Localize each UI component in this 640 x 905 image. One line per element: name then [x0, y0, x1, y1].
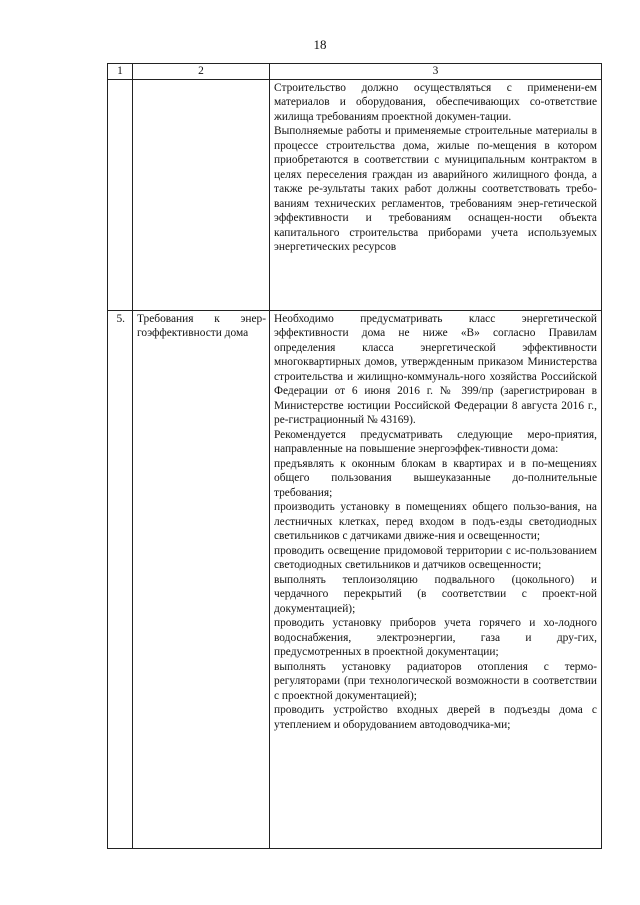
table-header-row [108, 64, 602, 80]
paragraph: выполнять теплоизоляцию подвального (цокольного) и чердачного перекрытий (в соответствии с проект-ной документацией); [274, 573, 597, 615]
table-row [108, 310, 602, 848]
paragraph: Выполняемые работы и применяемые строительные материалы в процессе строительства дома, жилые по-мещения в котором приобретаются в соответствии с муниципальным контрактом в целях переселения граждан из аварийного жилищного фонда, а также ре-зультаты таких работ должны соответствовать требо-ваниям технических регламентов, требованиям энер-гетической эффективности и требованиям оснащен-ности объекта капитального строительства приборами учета используемых энергетических ресурсов [274, 125, 597, 253]
paragraph: производить установку в помещениях общего пользо-вания, на лестничных клетках, перед входом в подъ-езды светодиодных светильников с датчиками движе-ния и освещенности; [274, 501, 597, 542]
page-number: 18 [313, 37, 327, 52]
requirements-table [107, 63, 602, 849]
paragraph: предъявлять к оконным блокам в квартирах и в по-мещениях общего пользования вышеуказанные до-полнительные требования; [274, 457, 597, 499]
row-description [270, 79, 602, 310]
row-title: Требования к энер-гоэффективности дома [133, 310, 270, 848]
table-row [108, 79, 602, 310]
paragraph: выполнять установку радиаторов отопления с термо-регуляторами (при технологической возможности в соответствии с проектной документацией); [274, 660, 597, 702]
header-col-1: 1 [108, 64, 133, 80]
row-number [108, 79, 133, 310]
row-title [133, 79, 270, 310]
header-col-2: 2 [133, 64, 270, 80]
paragraph: Необходимо предусматривать класс энергетической эффективности дома не ниже «В» согласно Правилам определения класса энергетической эффективности многоквартирных домов, утвержденным приказом Министерства строительства и жилищно-коммуналь-ного хозяйства Российской Федерации от 6 июня 2016 г. № 399/пр (зарегистрирован в Министерстве юстиции Российской Федерации 8 августа 2016 г., ре-гистрационный № 43169). [274, 312, 597, 426]
header-col-3: 3 [270, 64, 602, 80]
row-description [270, 310, 602, 848]
paragraph: Рекомендуется предусматривать следующие меро-приятия, направленные на повышение энергоэффек-тивности дома: [274, 428, 597, 455]
paragraph: Строительство должно осуществляться с применени-ем материалов и оборудования, обеспечивающих со-ответствие жилища требованиям проектной докумен-тации. [274, 81, 597, 123]
paragraph: проводить устройство входных дверей в подъезды дома с утеплением и оборудованием автодоводчика-ми; [274, 704, 597, 731]
paragraph: проводить установку приборов учета горячего и хо-лодного водоснабжения, электроэнергии, газа и дру-гих, предусмотренных в проектной документации; [274, 617, 597, 658]
paragraph: проводить освещение придомовой территории с ис-пользованием светодиодных светильников и датчиков освещенности; [274, 544, 597, 571]
row-number: 5. [108, 310, 133, 848]
